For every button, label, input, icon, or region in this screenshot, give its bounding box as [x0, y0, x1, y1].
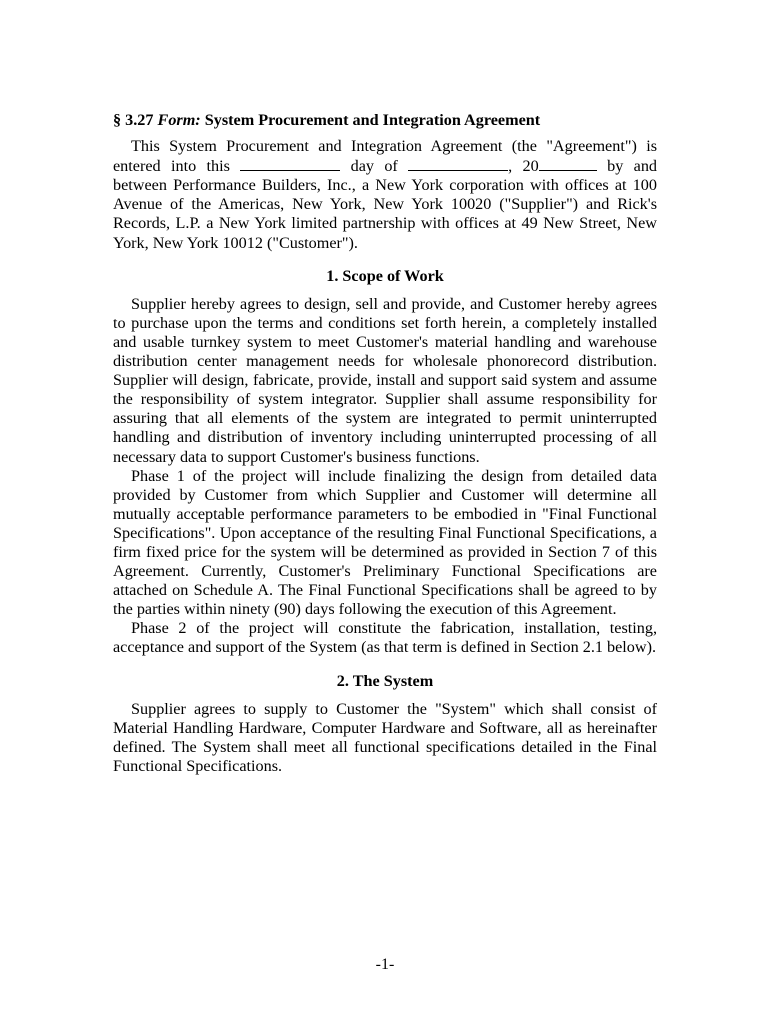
intro-text-2: day of — [340, 157, 409, 176]
agreement-name: System Procurement and Integration Agreement — [204, 111, 541, 129]
intro-text-1: This System Procurement and Integration Agreement (the "Agreement") is entered into this — [113, 137, 657, 176]
form-label: Form: — [157, 111, 201, 129]
scope-paragraph-1: Supplier hereby agrees to design, sell and provide, and Customer hereby agrees to purchase upon the terms and conditions set forth herein, a completely installed and usable turnkey system to meet Customer's material handling and warehouse distribution center management needs for wholesale phonorecord distribution. Supplier will design, fabricate, provide, install and support said system and assume the responsibility of system integrator. Supplier shall assume responsibility for assuring that all elements of the system are integrated to permit uninterrupted handling and distribution of inventory including uninterrupted processing of all necessary data to support Customer's business functions. — [113, 294, 657, 466]
scope-paragraph-2: Phase 1 of the project will include finalizing the design from detailed data provided by Customer from which Supplier and Customer will determine all mutually acceptable performance parameters to be embodied in "Final Functional Specifications". Upon acceptance of the resulting Final Functional Specifications, a firm fixed price for the system will be determined as provided in Section 7 of this Agreement. Currently, Customer's Preliminary Functional Specifications are attached on Schedule A. The Final Functional Specifications shall be agreed to by the parties within ninety (90) days following the execution of this Agreement. — [113, 466, 657, 619]
intro-text-4: by and between Performance Builders, Inc., a New York corporation with offices at 100 Avenue of the Americas, New York, New York 10020 ("Supplier") and Rick's Records, L.P. a New York limited partnership with offices at 49 New Street, New York, New York 10012 ("Customer"). — [113, 157, 658, 252]
intro-text-3: , 20 — [508, 157, 539, 176]
page-number: -1- — [375, 956, 395, 973]
intro-paragraph — [113, 137, 657, 253]
system-paragraph-1: Supplier agrees to supply to Customer the "System" which shall consist of Material Handling Hardware, Computer Hardware and Software, all as hereinafter defined. The System shall meet all functional specifications detailed in the Final Functional Specifications. — [113, 699, 657, 775]
section-number: § 3.27 — [113, 111, 154, 129]
section-heading-scope: 1. Scope of Work — [326, 266, 444, 285]
scope-paragraph-3: Phase 2 of the project will constitute the fabrication, installation, testing, acceptance and support of the System (as that term is defined in Section 2.1 below). — [113, 619, 657, 657]
document-title — [113, 111, 657, 130]
year-blank — [539, 156, 597, 171]
day-blank — [240, 156, 340, 171]
section-heading-system: 2. The System — [336, 671, 434, 690]
month-blank — [408, 156, 508, 171]
document-page — [113, 111, 657, 776]
